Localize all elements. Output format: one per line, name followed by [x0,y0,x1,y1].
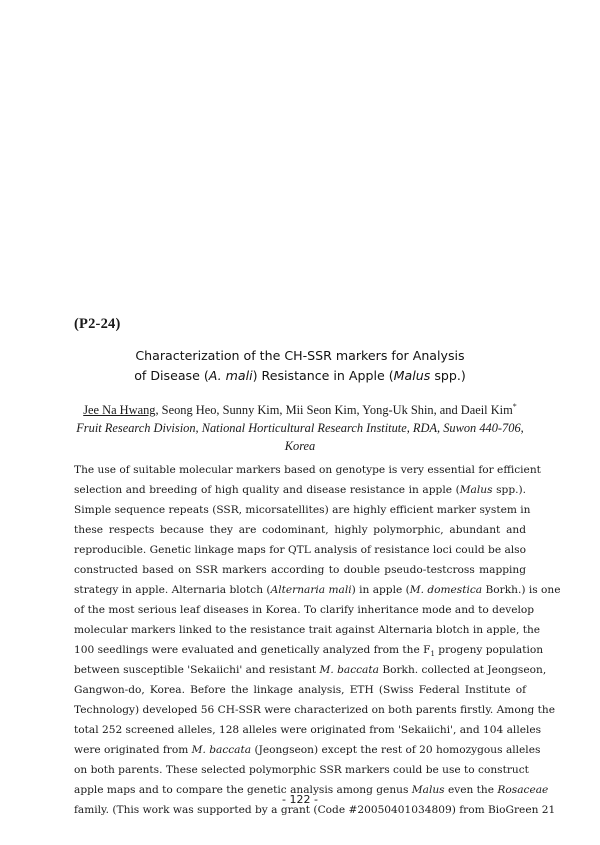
abstract-line: total 252 screened alleles, 128 alleles were originated from 'Sekaiichi', and 104 alleles [74,724,542,736]
corresponding-mark: * [512,402,517,411]
abstract-line: Gangwon-do, Korea. Before the linkage analysis, ETH (Swiss Federal Institute of [74,684,526,696]
paper-title [60,346,540,386]
abstract-line: were originated from M. baccata (Jeongseon) except the rest of 20 homozygous alleles [74,744,541,756]
abstract-line: reproducible. Genetic linkage maps for QTL analysis of resistance loci could be also [74,544,526,556]
abstract-body [74,460,561,820]
author-block [40,398,560,455]
affiliation-line-2: Korea [284,439,316,454]
first-author: Jee Na Hwang [83,403,156,418]
page-number: - 122 - [282,793,318,806]
abstract-line: of the most serious leaf diseases in Korea. To clarify inheritance mode and to develop [74,604,535,616]
abstract-line: constructed based on SSR markers according to double pseudo-testcross mapping [74,564,526,576]
title-line-1: Characterization of the CH-SSR markers for Analysis [135,348,465,363]
affiliation-line-1: Fruit Research Division, National Horticultural Research Institute, RDA, Suwon 440-706, [76,421,524,436]
session-code: (P2-24) [74,316,121,332]
abstract-line: molecular markers linked to the resistance trait against Alternaria blotch in apple, the [74,624,541,636]
abstract-line: family. (This work was supported by a grant (Code #20050401034809) from BioGreen 21 [74,804,556,816]
abstract-line: The use of suitable molecular markers based on genotype is very essential for efficient [74,464,541,476]
abstract-line: Simple sequence repeats (SSR, micorsatellites) are highly efficient marker system in [74,504,531,516]
abstract-line: strategy in apple. Alternaria blotch (Alternaria mali) in apple (M. domestica Borkh.) is one [74,584,561,596]
abstract-line: apple maps and to compare the genetic analysis among genus Malus even the Rosaceae [74,784,549,796]
abstract-line: selection and breeding of high quality and disease resistance in apple (Malus spp.). [74,484,526,496]
title-line-2: of Disease (A. mali) Resistance in Apple (Malus spp.) [134,368,466,383]
abstract-line: these respects because they are codominant, highly polymorphic, abundant and [74,524,526,536]
author-list: Jee Na Hwang, Seong Heo, Sunny Kim, Mii Seon Kim, Yong-Uk Shin, and Daeil Kim* [83,402,517,418]
abstract-line: between susceptible 'Sekaiichi' and resistant M. baccata Borkh. collected at Jeongseon, [74,664,547,676]
abstract-line: Technology) developed 56 CH-SSR were characterized on both parents firstly. Among the [74,704,556,716]
abstract-line: 100 seedlings were evaluated and genetically analyzed from the $F_1$ progeny population [74,644,544,659]
abstract-line: on both parents. These selected polymorphic SSR markers could be use to construct [74,764,529,776]
